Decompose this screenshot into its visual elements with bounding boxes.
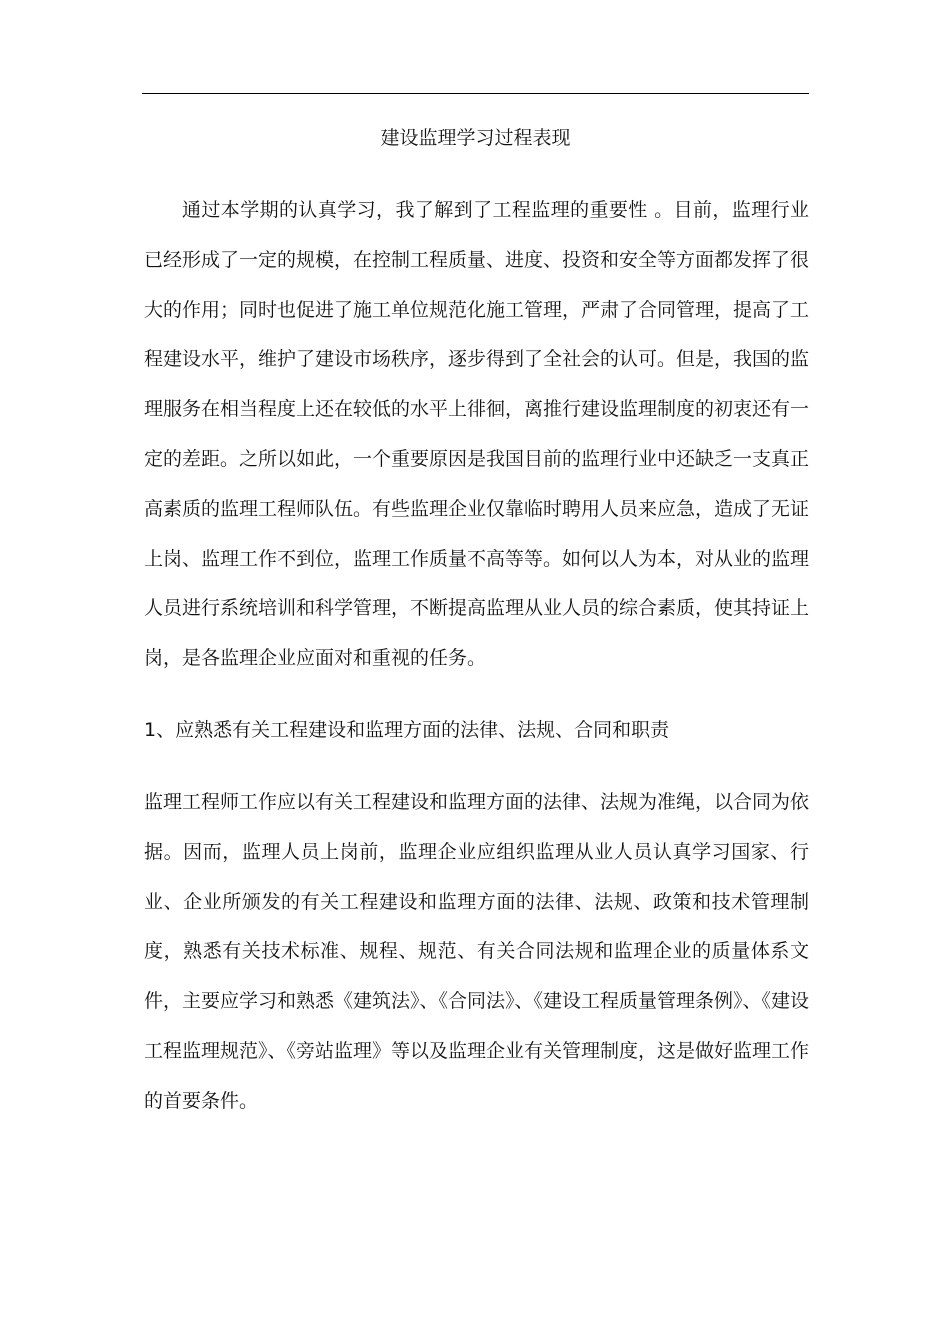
intro-paragraph: 通过本学期的认真学习，我了解到了工程监理的重要性 。目前，监理行业已经形成了一定的规模，在控制工程质量、进度、投资和安全等方面都发挥了很大的作用；同时也促进了施工单位规范化施工管理，严肃了合同管理，提高了工程建设水平，维护了建设市场秩序，逐步得到了全社会的认可。但是，我国的监理服务在相当程度上还在较低的水平上徘徊，离推行建设监理制度的初衷还有一定的差距。之所以如此，一个重要原因是我国目前的监理行业中还缺乏一支真正高素质的监理工程师队伍。有些监理企业仅靠临时聘用人员来应急，造成了无证上岗、监理工作不到位，监理工作质量不高等等。如何以人为本，对从业的监理人员进行系统培训和科学管理，不断提高监理从业人员的综合素质，使其持证上岗，是各监理企业应面对和重视的任务。	[144, 199, 810, 670]
document-title: 建设监理学习过程表现	[380, 127, 571, 149]
section-heading: 1、应熟悉有关工程建设和监理方面的法律、法规、合同和职责	[144, 719, 670, 741]
header-rule	[142, 93, 809, 94]
section-paragraph: 监理工程师工作应以有关工程建设和监理方面的法律、法规为准绳，以合同为依据。因而，监理人员上岗前，监理企业应组织监理从业人员认真学习国家、行业、企业所颁发的有关工程建设和监理方面的法律、法规、政策和技术管理制度，熟悉有关技术标准、规程、规范、有关合同法规和监理企业的质量体系文件，主要应学习和熟悉《建筑法》、《合同法》、《建设工程质量管理条例》、《建设工程监理规范》、《旁站监理》等以及监理企业有关管理制度，这是做好监理工作的首要条件。	[144, 791, 810, 1112]
